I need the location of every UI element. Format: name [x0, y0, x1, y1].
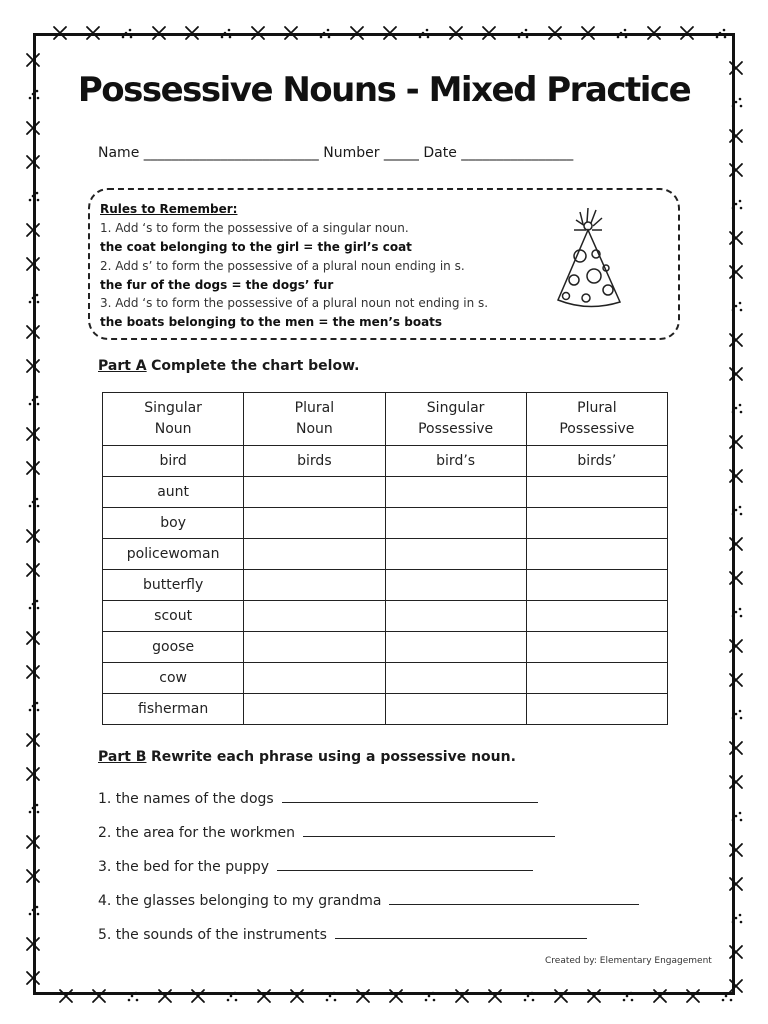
rules-box — [88, 188, 680, 340]
chart-row — [103, 508, 668, 539]
page-title: Possessive Nouns - Mixed Practice — [77, 70, 691, 110]
part-b-heading — [98, 749, 516, 765]
answer-line[interactable] — [389, 892, 639, 905]
answer-line[interactable] — [277, 858, 533, 871]
chart-cell[interactable] — [244, 477, 385, 508]
chart-cell[interactable] — [526, 508, 667, 539]
chart-cell[interactable] — [526, 570, 667, 601]
phrase-item — [98, 858, 533, 875]
rules-heading: Rules to Remember: — [100, 202, 238, 216]
credit-line: Created by: Elementary Engagement — [545, 956, 712, 966]
chart-cell: scout — [103, 601, 244, 632]
phrase-text: 3. the bed for the puppy — [98, 859, 270, 875]
chart-cell: aunt — [103, 477, 244, 508]
column-header: Singular Noun — [103, 393, 244, 446]
chart-cell[interactable] — [385, 508, 526, 539]
phrase-text: 2. the area for the workmen — [98, 825, 296, 841]
chart-cell: birds’ — [526, 446, 667, 477]
chart-cell[interactable] — [526, 663, 667, 694]
chart-cell: bird — [103, 446, 244, 477]
chart-cell[interactable] — [385, 477, 526, 508]
phrase-item — [98, 926, 587, 943]
chart-cell[interactable] — [526, 632, 667, 663]
rule-example-1: the coat belonging to the girl = the girl’s coat — [100, 240, 412, 254]
possessive-chart — [102, 392, 668, 725]
chart-cell[interactable] — [244, 663, 385, 694]
chart-cell[interactable] — [244, 632, 385, 663]
chart-header-row — [103, 393, 668, 446]
number-label: Number — [323, 145, 380, 161]
phrase-item — [98, 790, 538, 807]
chart-cell: birds — [244, 446, 385, 477]
column-header: Plural Possessive — [526, 393, 667, 446]
chart-cell: bird’s — [385, 446, 526, 477]
chart-cell[interactable] — [526, 694, 667, 725]
answer-line[interactable] — [303, 824, 555, 837]
rule-example-2: the fur of the dogs = the dogs’ fur — [100, 278, 334, 292]
part-b-instruction: Rewrite each phrase using a possessive noun. — [150, 749, 516, 765]
phrase-text: 5. the sounds of the instruments — [98, 927, 327, 943]
chart-cell[interactable] — [244, 539, 385, 570]
phrase-item — [98, 892, 639, 909]
chart-cell[interactable] — [385, 539, 526, 570]
phrase-text: 4. the glasses belonging to my grandma — [98, 893, 382, 909]
rule-line-1: 1. Add ‘s to form the possessive of a singular noun. — [100, 221, 409, 235]
chart-cell[interactable] — [244, 694, 385, 725]
date-field[interactable]: ________________ — [461, 145, 574, 161]
column-header: Plural Noun — [244, 393, 385, 446]
chart-cell[interactable] — [244, 508, 385, 539]
phrase-item — [98, 824, 555, 841]
part-a-label: Part A — [98, 358, 147, 374]
part-a-instruction: Complete the chart below. — [151, 358, 360, 374]
date-label: Date — [423, 145, 457, 161]
phrase-text: 1. the names of the dogs — [98, 791, 274, 807]
name-label: Name — [98, 145, 140, 161]
rule-line-3: 3. Add ‘s to form the possessive of a plural noun not ending in s. — [100, 296, 489, 310]
rule-example-3: the boats belonging to the men = the men’s boats — [100, 315, 443, 329]
part-a-heading — [98, 358, 359, 374]
chart-cell[interactable] — [526, 539, 667, 570]
chart-row — [103, 539, 668, 570]
chart-cell[interactable] — [385, 632, 526, 663]
chart-cell: policewoman — [103, 539, 244, 570]
chart-cell[interactable] — [526, 477, 667, 508]
answer-line[interactable] — [335, 926, 587, 939]
chart-cell[interactable] — [244, 570, 385, 601]
answer-line[interactable] — [282, 790, 538, 803]
chart-cell[interactable] — [385, 570, 526, 601]
chart-row — [103, 601, 668, 632]
chart-row — [103, 477, 668, 508]
chart-row — [103, 446, 668, 477]
chart-cell[interactable] — [385, 694, 526, 725]
number-field[interactable]: _____ — [383, 145, 419, 161]
rule-line-2: 2. Add s’ to form the possessive of a plural noun ending in s. — [100, 259, 465, 273]
chart-cell: cow — [103, 663, 244, 694]
chart-row — [103, 570, 668, 601]
chart-cell: goose — [103, 632, 244, 663]
chart-cell: boy — [103, 508, 244, 539]
chart-row — [103, 663, 668, 694]
chart-cell[interactable] — [526, 601, 667, 632]
student-info-line — [98, 145, 573, 161]
name-field[interactable]: _________________________ — [143, 145, 319, 161]
party-hat-icon — [550, 204, 640, 316]
chart-cell: fisherman — [103, 694, 244, 725]
chart-cell: butterfly — [103, 570, 244, 601]
chart-row — [103, 694, 668, 725]
part-b-label: Part B — [98, 749, 147, 765]
chart-cell[interactable] — [385, 601, 526, 632]
chart-row — [103, 632, 668, 663]
chart-cell[interactable] — [244, 601, 385, 632]
chart-cell[interactable] — [385, 663, 526, 694]
column-header: Singular Possessive — [385, 393, 526, 446]
